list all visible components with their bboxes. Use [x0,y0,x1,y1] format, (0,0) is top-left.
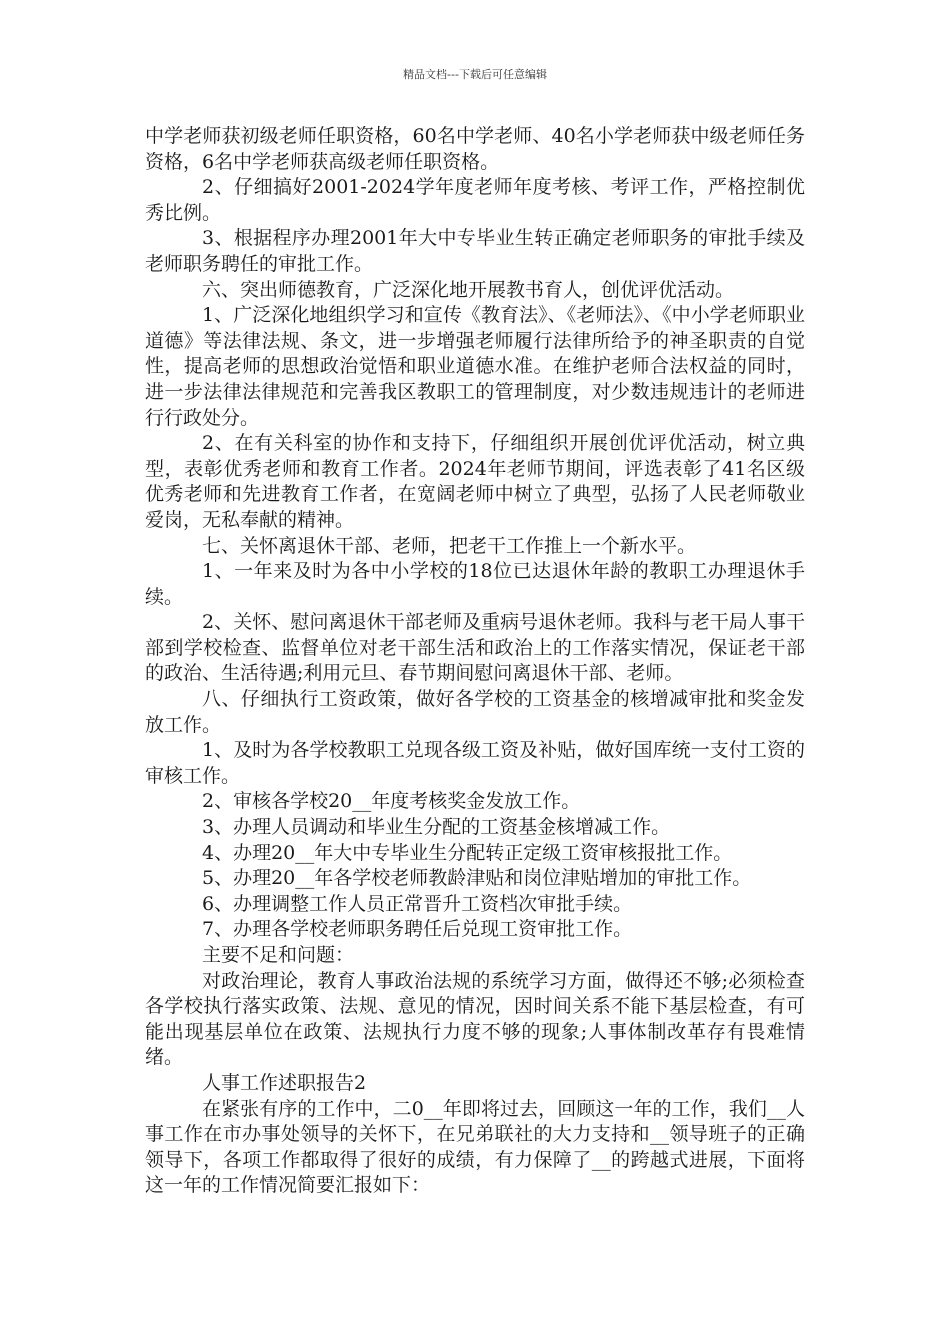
section-heading: 八、仔细执行工资政策，做好各学校的工资基金的核增减审批和奖金发放工作。 [145,688,805,736]
page-header: 精品文档---下载后可任意编辑 [403,68,547,81]
paragraph: 3、根据程序办理2001年大中专毕业生转正确定老师职务的审批手续及老师职务聘任的审批工作。 [145,227,805,275]
paragraph: 2、仔细搞好2001-2024学年度老师年度考核、考评工作，严格控制优秀比例。 [145,176,805,224]
section-heading: 六、突出师德教育，广泛深化地开展教书育人，创优评优活动。 [202,278,735,301]
paragraph: 中学老师获初级老师任职资格，60名中学老师、40名小学老师获中级老师任务资格，6名中学老师获高级老师任职资格。 [145,125,805,173]
document-body [145,124,805,1199]
paragraph: 在紧张有序的工作中，二0__年即将过去，回顾这一年的工作，我们__人事工作在市办事处领导的关怀下，在兄弟联社的大力支持和__领导班子的正确领导下，各项工作都取得了很好的成绩，有力保障了__的跨越式进展，下面将这一年的工作情况简要汇报如下： [145,1097,805,1197]
paragraph: 6、办理调整工作人员正常晋升工资档次审批手续。 [202,892,633,915]
paragraph: 4、办理20__年大中专毕业生分配转正定级工资审核报批工作。 [202,841,733,864]
paragraph: 2、关怀、慰问离退休干部老师及重病号退休老师。我科与老干局人事干部到学校检查、监督单位对老干部生活和政治上的工作落实情况，保证老干部的政治、生活待遇;利用元旦、春节期间慰问离退休干部、老师。 [145,611,805,685]
paragraph: 1、及时为各学校教职工兑现各级工资及补贴，做好国库统一支付工资的审核工作。 [145,739,805,787]
paragraph: 对政治理论，教育人事政治法规的系统学习方面，做得还不够;必须检查各学校执行落实政策、法规、意见的情况，因时间关系不能下基层检查，有可能出现基层单位在政策、法规执行力度不够的现象;人事体制改革存有畏难情绪。 [145,969,805,1069]
paragraph: 7、办理各学校老师职务聘任后兑现工资审批工作。 [202,918,633,941]
paragraph: 1、广泛深化地组织学习和宣传《教育法》、《老师法》、《中小学老师职业道德》等法律法规、条文，进一步增强老师履行法律所给予的神圣职责的自觉性，提高老师的思想政治觉悟和职业道德水准。在维护老师合法权益的同时，进一步法律法律规范和完善我区教职工的管理制度，对少数违规违计的老师进行行政处分。 [145,304,805,429]
paragraph: 5、办理20__年各学校老师教龄津贴和岗位津贴增加的审批工作。 [202,867,752,890]
section-heading: 主要不足和问题： [202,944,355,966]
paragraph: 1、一年来及时为各中小学校的18位已达退休年龄的教职工办理退休手续。 [145,560,805,608]
paragraph: 2、审核各学校20__年度考核奖金发放工作。 [202,790,581,813]
paragraph: 2、在有关科室的协作和支持下，仔细组织开展创优评优活动，树立典型，表彰优秀老师和教育工作者。2024年老师节期间，评选表彰了41名区级优秀老师和先进教育工作者，在宽阔老师中树立了典型，弘扬了人民老师敬业爱岗，无私奉献的精神。 [145,432,805,531]
report-title: 人事工作述职报告2 [202,1071,367,1094]
section-heading: 七、关怀离退休干部、老师，把老干工作推上一个新水平。 [202,534,697,557]
paragraph: 3、办理人员调动和毕业生分配的工资基金核增减工作。 [202,816,671,839]
